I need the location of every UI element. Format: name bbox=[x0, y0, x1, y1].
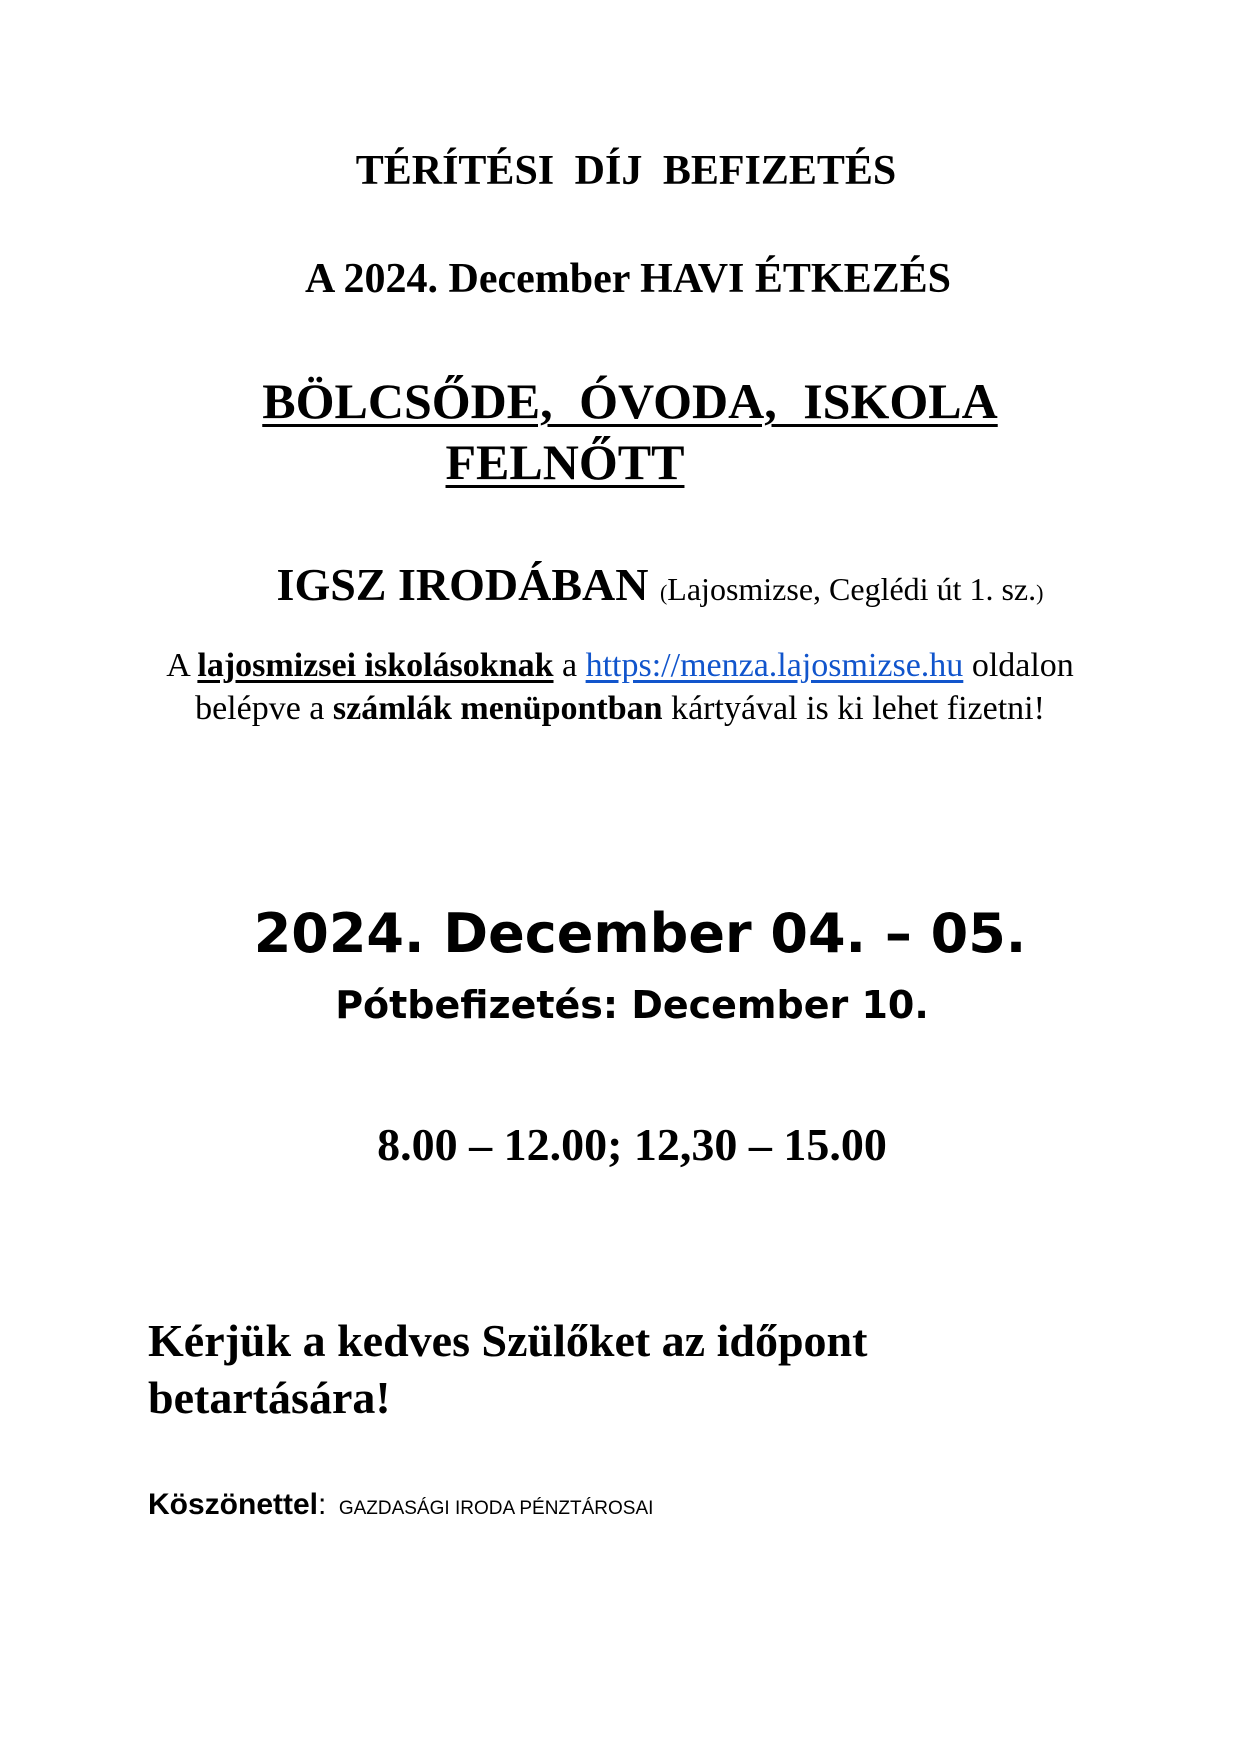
parents-request: Kérjük a kedves Szülőket az időpont betartására! bbox=[148, 1315, 868, 1423]
thanks-line bbox=[148, 1488, 653, 1522]
online-payment-paragraph bbox=[130, 644, 1110, 730]
groups-line-2-text: FELNŐTT bbox=[445, 434, 685, 490]
online-text-3: oldalon belépve a bbox=[195, 647, 1074, 727]
document-subtitle: A 2024. December HAVI ÉTKEZÉS bbox=[305, 256, 951, 302]
online-text-4: kártyával is ki lehet fizetni! bbox=[662, 690, 1045, 727]
office-address: Lajosmizse, Ceglédi út 1. sz. bbox=[667, 571, 1037, 607]
groups-line-1-text: BÖLCSŐDE, ÓVODA, ISKOLA bbox=[262, 373, 998, 429]
office-hours: 8.00 – 12.00; 12,30 – 15.00 bbox=[377, 1119, 887, 1170]
payment-dates: 2024. December 04. – 05. bbox=[253, 902, 1027, 965]
thanks-label: Köszönettel bbox=[148, 1488, 319, 1521]
office-paren-open: ( bbox=[659, 580, 668, 605]
online-text-2: a bbox=[553, 647, 586, 684]
groups-line-2 bbox=[0, 434, 1185, 490]
menza-link[interactable]: https://menza.lajosmizse.hu bbox=[585, 647, 964, 684]
document-title: TÉRÍTÉSI DÍJ BEFIZETÉS bbox=[355, 148, 897, 194]
students-highlight: lajosmizsei iskolásoknak bbox=[197, 647, 554, 684]
office-line bbox=[0, 559, 1240, 610]
online-text-1: A bbox=[166, 647, 198, 684]
office-paren-close: ) bbox=[1036, 580, 1044, 605]
signature: GAZDASÁGI IRODA PÉNZTÁROSAI bbox=[338, 1498, 654, 1519]
thanks-colon: : bbox=[318, 1488, 327, 1521]
office-name: IGSZ IRODÁBAN bbox=[276, 559, 649, 610]
menu-highlight: számlák menüpontban bbox=[332, 690, 663, 727]
groups-line-1 bbox=[0, 373, 1240, 429]
extra-payment-date: Pótbefizetés: December 10. bbox=[335, 983, 929, 1027]
